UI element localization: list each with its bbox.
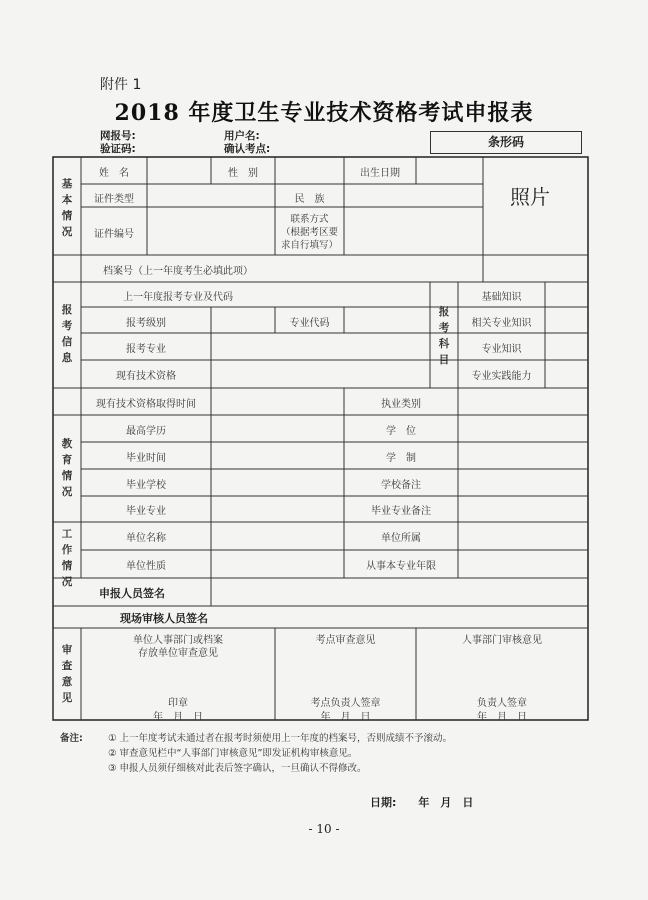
birth-label: 出生日期 [360, 168, 400, 179]
page-title: 2018 年度卫生专业技术资格考试申报表 [114, 100, 534, 126]
section-basic: 基本情况 [61, 178, 73, 238]
unit-review-label-1: 单位人事部门或档案 [133, 635, 223, 646]
xuewei-label: 学 位 [386, 426, 416, 437]
barcode-box: 条形码 [430, 131, 582, 154]
contact-label-3: 求自行填写） [280, 240, 338, 251]
subject-3: 专业知识 [481, 344, 522, 355]
grad-time-label: 毕业时间 [126, 453, 166, 464]
net-no-label: 网报号: [100, 130, 136, 142]
gender-label: 性 别 [228, 168, 258, 179]
section-subjects: 报考科目 [438, 306, 450, 366]
site-date: 年 月 日 [320, 712, 371, 723]
subject-4: 专业实践能力 [471, 371, 532, 382]
site-sign-label: 考点负责人签章 [310, 698, 381, 709]
hr-sign-label: 负责人签章 [477, 698, 527, 709]
unit-belong-label: 单位所属 [381, 533, 421, 544]
id-type-label: 证件类型 [94, 194, 134, 205]
annex-label: 附件 1 [100, 77, 142, 93]
unit-date: 年 月 日 [153, 712, 203, 723]
verify-code-label: 验证码: [100, 143, 136, 155]
note-3: ③ 申报人员须仔细核对此表后签字确认，一旦确认不得修改。 [108, 763, 367, 774]
major-label: 报考专业 [126, 344, 166, 355]
page-number: - 10 - [308, 822, 340, 836]
hr-review-label: 人事部门审核意见 [462, 635, 542, 646]
seal-label: 印章 [168, 698, 188, 709]
license-label: 执业类别 [381, 399, 421, 410]
username-label: 用户名: [224, 130, 260, 142]
prev-major-label: 上一年度报考专业及代码 [123, 292, 233, 303]
contact-label-2: （根据考区要 [280, 227, 338, 238]
section-review: 审查意见 [61, 644, 73, 704]
degree-label: 最高学历 [126, 426, 166, 437]
section-apply: 报考信息 [61, 304, 73, 364]
applicant-sign-label: 申报人员签名 [99, 587, 165, 600]
site-review-label: 考点审查意见 [315, 635, 376, 646]
tech-time-label: 现有技术资格取得时间 [96, 399, 196, 410]
note-1: ① 上一年度考试未通过者在报考时须使用上一年度的档案号，否则成绩不予滚动。 [108, 733, 453, 744]
school-label: 毕业学校 [126, 480, 166, 491]
id-no-label: 证件编号 [94, 229, 134, 240]
ethnic-label: 民 族 [294, 194, 325, 205]
major-code-label: 专业代码 [289, 318, 330, 329]
unit-nature-label: 单位性质 [126, 561, 166, 572]
note-2: ② 审查意见栏中“人事部门审核意见”即发证机构审核意见。 [108, 748, 358, 759]
notes-label: 备注: [60, 733, 83, 744]
section-edu: 教育情况 [61, 438, 73, 498]
current-tech-label: 现有技术资格 [116, 371, 176, 382]
contact-label-1: 联系方式 [290, 214, 329, 225]
subject-2: 相关专业知识 [471, 318, 532, 329]
xuezhi-label: 学 制 [386, 453, 416, 464]
photo-placeholder: 照片 [510, 185, 550, 209]
name-label: 姓 名 [99, 168, 129, 179]
section-work: 工作情况 [61, 528, 73, 588]
grad-major-label: 毕业专业 [126, 506, 166, 517]
unit-review-label-2: 存放单位审查意见 [138, 648, 218, 659]
archive-label: 档案号（上一年度考生必填此项） [103, 266, 253, 277]
level-label: 报考级别 [126, 318, 166, 329]
onsite-sign-label: 现场审核人员签名 [120, 612, 208, 625]
grad-major-note-label: 毕业专业备注 [371, 506, 431, 517]
hr-date: 年 月 日 [477, 712, 527, 723]
date-line: 日期: 年 月 日 [370, 796, 474, 809]
school-note-label: 学校备注 [381, 480, 421, 491]
confirm-site-label: 确认考点: [224, 143, 271, 155]
years-label: 从事本专业年限 [366, 561, 436, 572]
unit-name-label: 单位名称 [126, 533, 166, 544]
subject-1: 基础知识 [481, 292, 522, 303]
